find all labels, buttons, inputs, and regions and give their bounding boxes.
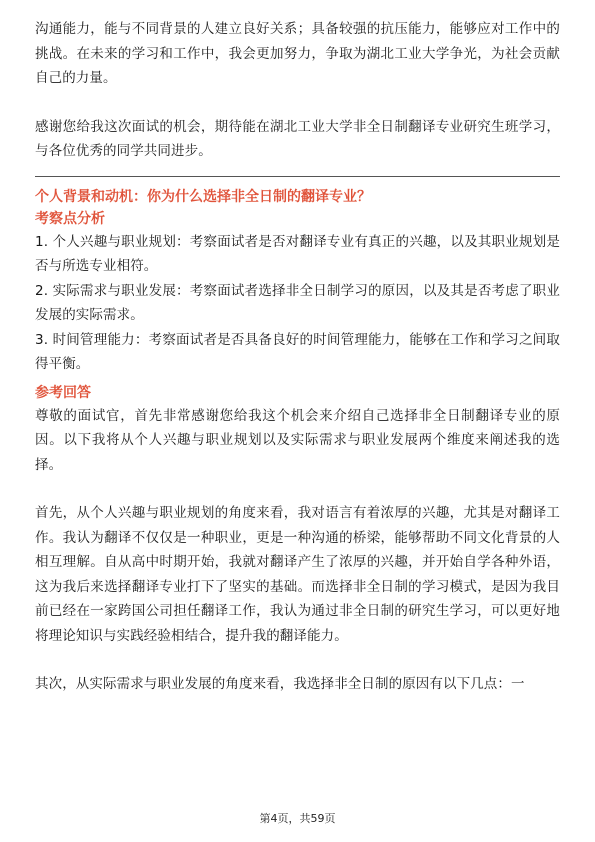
paragraph-gap	[35, 477, 560, 501]
answer-label: 参考回答	[35, 384, 91, 401]
analysis-item: 3. 时间管理能力：考察面试者是否具备良好的时间管理能力，能够在工作和学习之间取得平衡。	[35, 331, 560, 372]
page-number-footer: 第4页，共59页	[259, 812, 336, 825]
intro-paragraph: 沟通能力，能与不同背景的人建立良好关系；具备较强的抗压能力，能够应对工作中的挑战。在未来的学习和工作中，我会更加努力，争取为湖北工业大学争光，为社会贡献自己的力量。	[35, 21, 560, 86]
analysis-item: 1. 个人兴趣与职业规划：考察面试者是否对翻译专业有真正的兴趣，以及其职业规划是否与所选专业相符。	[35, 233, 560, 274]
answer-paragraph: 尊敬的面试官，首先非常感谢您给我这个机会来介绍自己选择非全日制翻译专业的原因。以下我将从个人兴趣与职业规划以及实际需求与职业发展两个维度来阐述我的选择。	[35, 407, 560, 473]
answer-paragraph: 首先，从个人兴趣与职业规划的角度来看，我对语言有着浓厚的兴趣，尤其是对翻译工作。我认为翻译不仅仅是一种职业，更是一种沟通的桥梁，能够帮助不同文化背景的人相互理解。自从高中时期开始，我就对翻译产生了浓厚的兴趣，并开始自学各种外语，这为我后来选择翻译专业打下了坚实的基础。而选择非全日制的学习模式，是因为我目前已经在一家跨国公司担任翻译工作，我认为通过非全日制的研究生学习，可以更好地将理论知识与实践经验相结合，提升我的翻译能力。	[35, 505, 560, 644]
analysis-item: 2. 实际需求与职业发展：考察面试者选择非全日制学习的原因，以及其是否考虑了职业发展的实际需求。	[35, 282, 560, 323]
analysis-label: 考察点分析	[35, 210, 105, 227]
page-content	[35, 17, 560, 697]
paragraph-gap	[35, 648, 560, 672]
answer-paragraph: 其次，从实际需求与职业发展的角度来看，我选择非全日制的原因有以下几点：一	[35, 676, 525, 692]
question-title: 个人背景和动机：你为什么选择非全日制的翻译专业？	[35, 188, 371, 205]
section-divider	[35, 176, 560, 177]
intro-paragraph: 感谢您给我这次面试的机会，期待能在湖北工业大学非全日制翻译专业研究生班学习，与各位优秀的同学共同进步。	[35, 118, 560, 159]
paragraph-gap	[35, 91, 560, 115]
